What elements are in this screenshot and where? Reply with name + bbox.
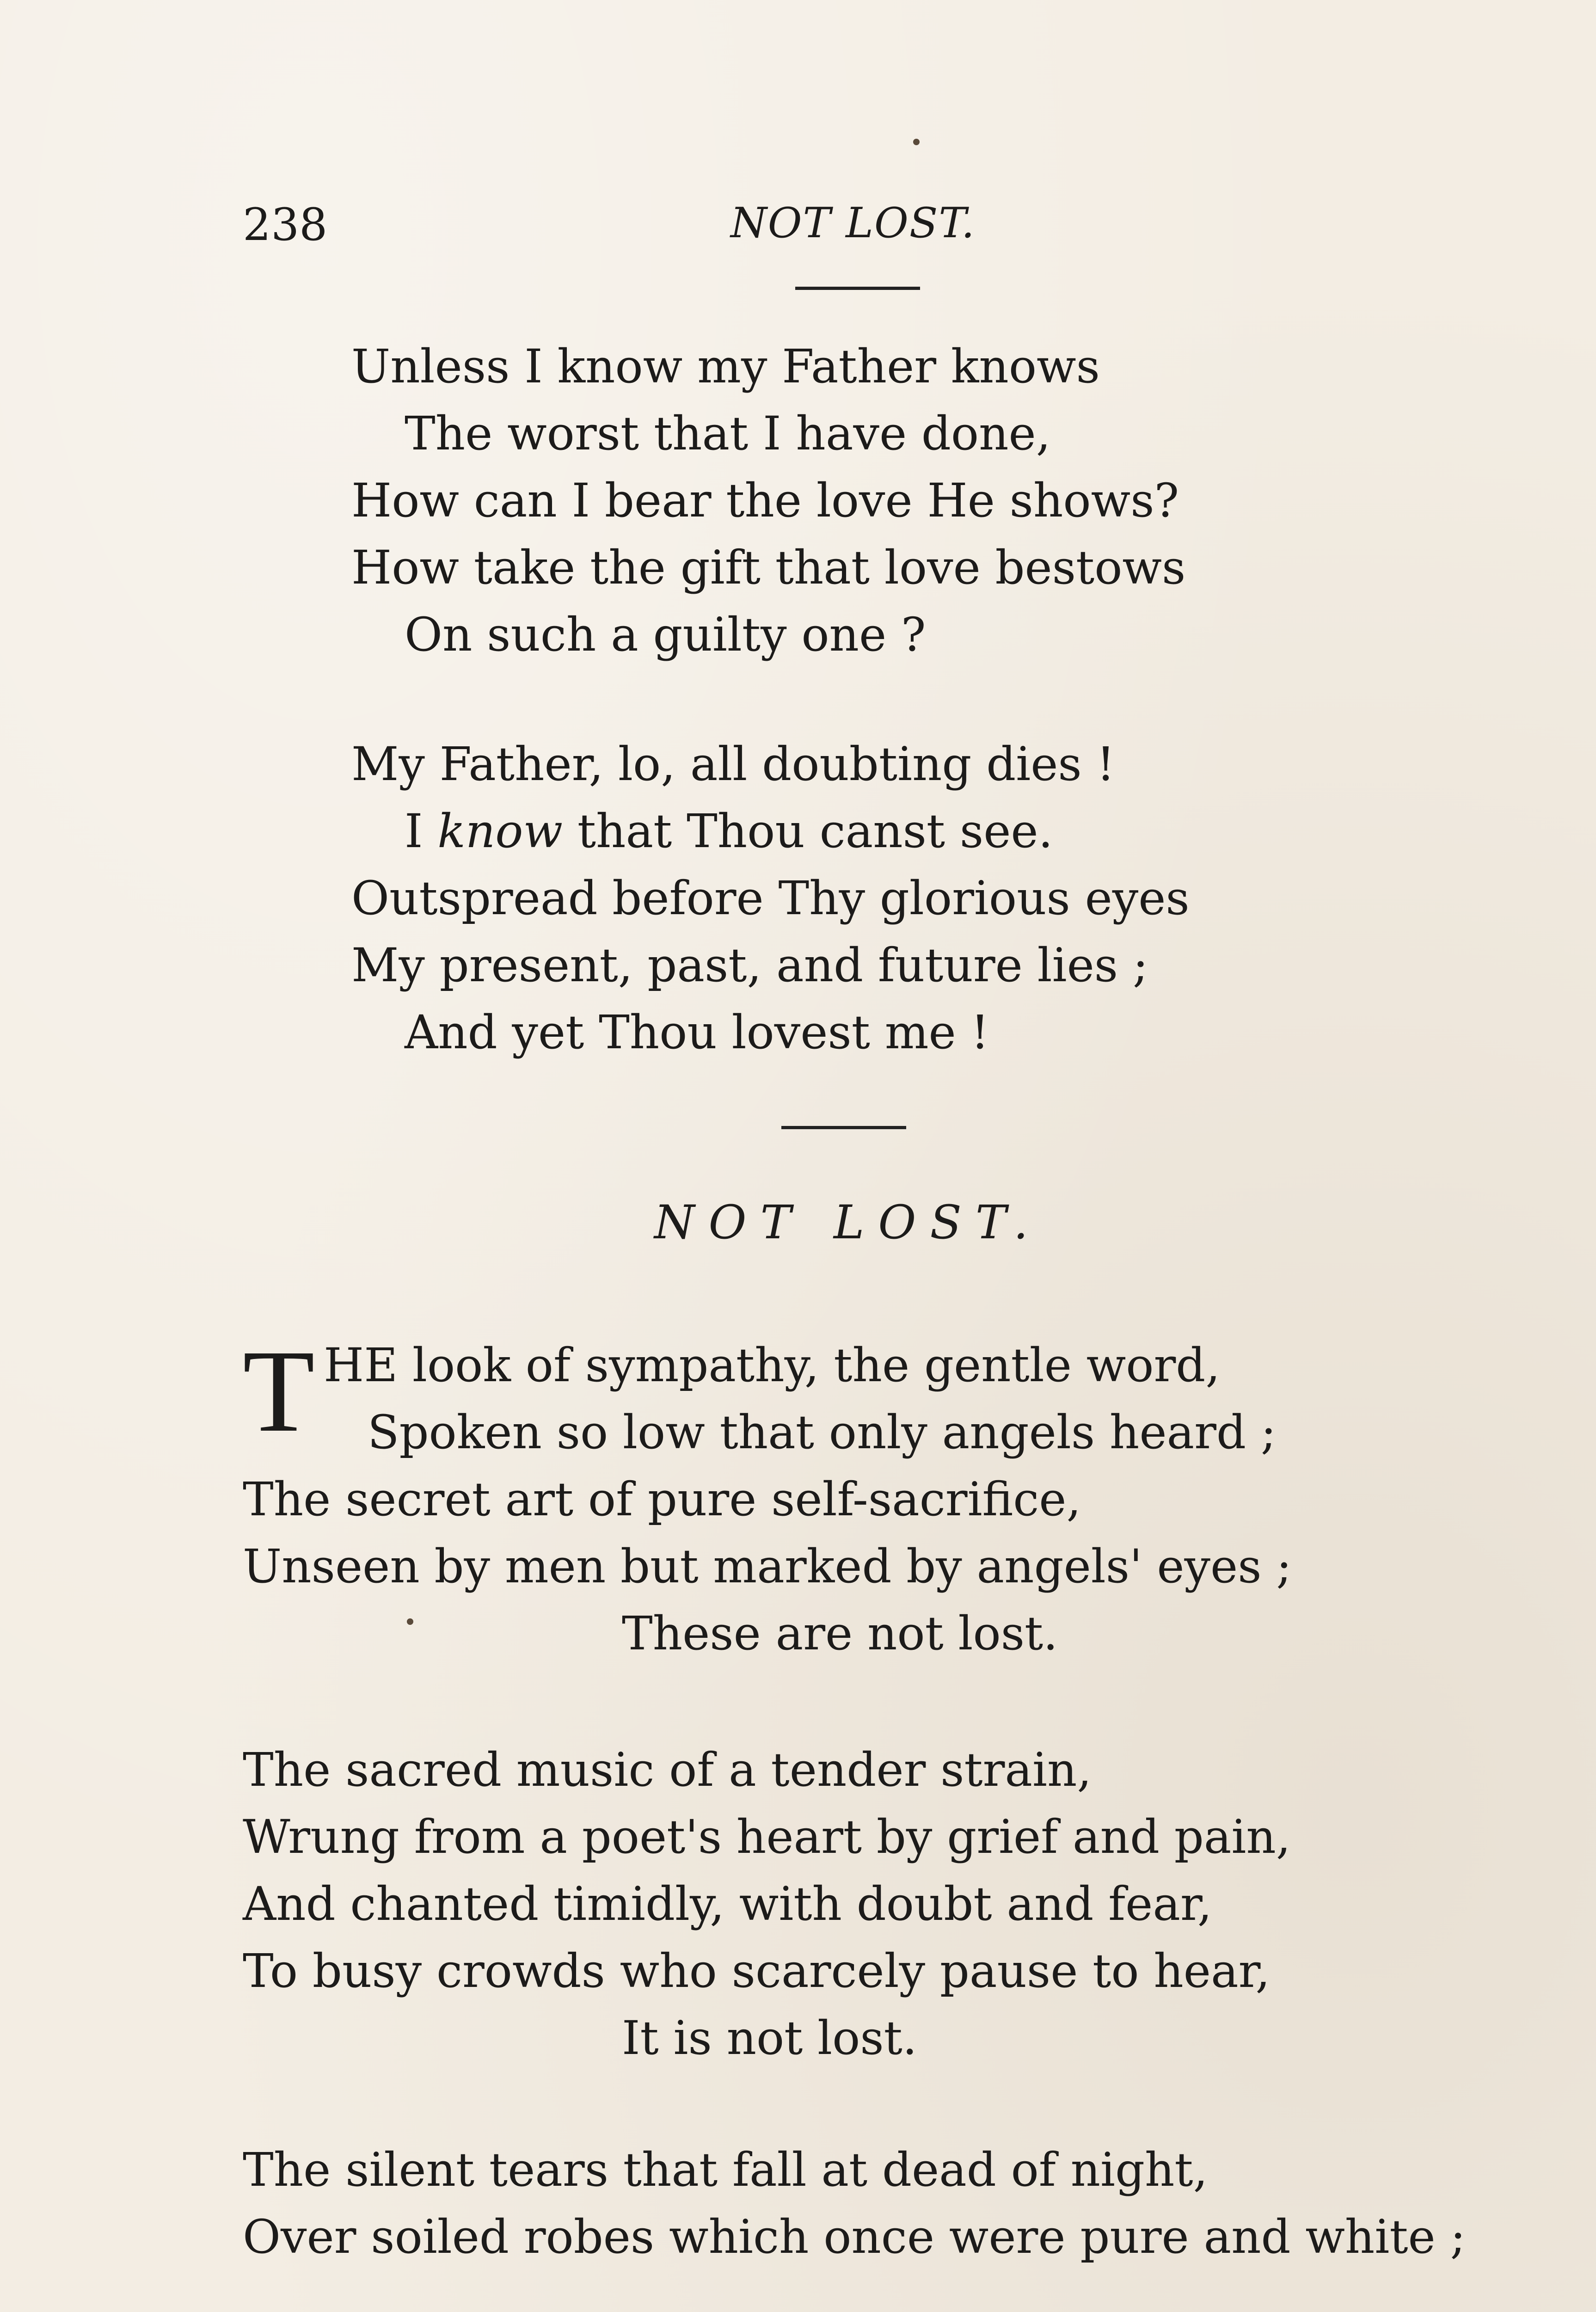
poem-line: Outspread before Thy glorious eyes: [351, 871, 1190, 925]
poem-line: How take the gift that love bestows: [351, 541, 1186, 595]
poem-refrain: It is not lost.: [622, 2011, 917, 2065]
drop-cap: T: [243, 1326, 315, 1457]
page-number: 238: [243, 199, 328, 251]
poem-title: NOT LOST.: [654, 1195, 1042, 1249]
poem-line: Spoken so low that only angels heard ;: [368, 1405, 1277, 1459]
paper-speck: [407, 1618, 413, 1625]
poem-line: My present, past, and future lies ;: [351, 938, 1148, 992]
poem-stanza-2: [243, 1736, 1291, 2072]
poem-line: Wrung from a poet's heart by grief and pain,: [243, 1810, 1291, 1864]
poem-line: And yet Thou lovest me !: [405, 1005, 989, 1059]
poem-line: To busy crowds who scarcely pause to hear,: [243, 1944, 1271, 1998]
section-rule: [781, 1126, 906, 1129]
poem-line: How can I bear the love He shows?: [351, 473, 1179, 528]
previous-poem-stanza-2: [351, 731, 1190, 1066]
header-rule: [795, 287, 920, 290]
poem-stanza-1: [243, 1326, 1292, 1667]
poem-line: The secret art of pure self-sacrifice,: [243, 1472, 1081, 1526]
poem-line: The silent tears that fall at dead of night,: [243, 2143, 1208, 2197]
running-title: NOT LOST.: [730, 199, 976, 247]
poem-line: Over soiled robes which once were pure and white ;: [243, 2210, 1466, 2264]
paper-speck: [913, 139, 920, 145]
poem-line: My Father, lo, all doubting dies !: [351, 737, 1115, 791]
poem-line: Unless I know my Father knows: [351, 339, 1100, 394]
poem-line: Unseen by men but marked by angels' eyes ;: [243, 1539, 1292, 1593]
poem-line: And chanted timidly, with doubt and fear,: [243, 1877, 1212, 1931]
poem-line: On such a guilty one ?: [405, 608, 926, 662]
poem-stanza-3: [243, 2136, 1466, 2270]
poem-refrain: These are not lost.: [622, 1606, 1058, 1660]
poem-line: HE look of sympathy, the gentle word,: [324, 1338, 1221, 1392]
page-header: [0, 190, 1596, 259]
previous-poem-stanza-1: [351, 333, 1185, 668]
poem-line: The sacred music of a tender strain,: [243, 1743, 1092, 1797]
poem-line: I know that Thou canst see.: [405, 804, 1053, 858]
poem-line: The worst that I have done,: [405, 406, 1051, 461]
emphasis: know: [437, 804, 563, 858]
